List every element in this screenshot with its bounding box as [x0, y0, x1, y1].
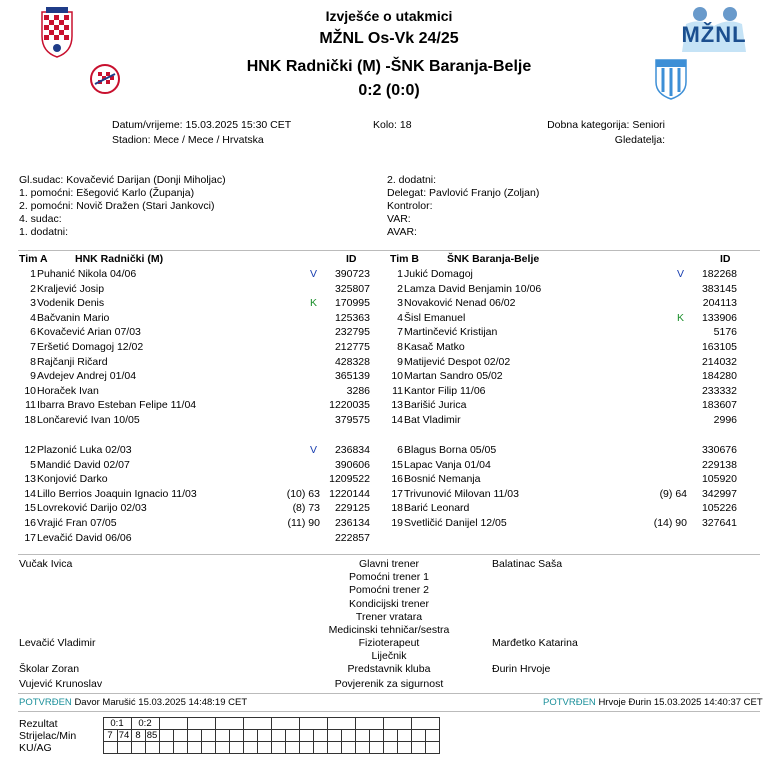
- player-name: Blagus Borna 05/05: [404, 444, 497, 456]
- result-cell: [327, 718, 355, 730]
- player-number: 3: [30, 297, 36, 310]
- radnicki-logo: [90, 64, 120, 94]
- result-grid: [19, 717, 440, 754]
- player-id: 428328: [334, 355, 370, 368]
- staff-role: Pomoćni trener 2: [349, 584, 429, 596]
- player-id: 105920: [701, 473, 737, 486]
- player-role: K: [677, 311, 685, 324]
- result-cell: [285, 742, 299, 754]
- player-id: 229138: [701, 458, 737, 471]
- result-cell: [243, 742, 257, 754]
- player-name: Matijević Despot 02/02: [404, 355, 511, 368]
- player-id: 5176: [713, 326, 737, 339]
- result-cell: 0:2: [131, 718, 159, 730]
- staff-team-b: Balatinac Saša: [492, 558, 563, 570]
- player-id: 233332: [701, 384, 737, 397]
- result-row: [19, 742, 439, 754]
- result-cell: [397, 742, 411, 754]
- player-role: V: [677, 268, 685, 280]
- player-name: Svetličić Danijel 12/05: [404, 517, 507, 529]
- result-cell: 74: [118, 730, 130, 741]
- player-name: Šisl Emanuel: [404, 311, 466, 324]
- result-cell: [411, 742, 425, 754]
- result-cell: [411, 718, 439, 730]
- result-cell: [397, 730, 411, 742]
- result-cell: 0:1: [103, 718, 131, 730]
- result-cell: [257, 730, 271, 742]
- result-cell: [355, 742, 369, 754]
- player-name: Kasač Matko: [404, 341, 465, 353]
- divider: [18, 554, 760, 555]
- player-number: 12: [24, 444, 36, 456]
- player-number: 1: [397, 268, 403, 280]
- result-row-label: Strijelac/Min: [19, 729, 77, 742]
- player-id: 390723: [334, 268, 370, 280]
- confirmed-text: Davor Marušić 15.03.2025 14:48:19 CET: [74, 697, 248, 708]
- result-cell: [313, 730, 327, 742]
- player-id: 2996: [713, 414, 737, 426]
- result-cell: [327, 730, 341, 742]
- player-number: 8: [397, 341, 403, 353]
- player-name: Lamza David Benjamin 10/06: [404, 282, 542, 295]
- staff-team-a: Vujević Krunoslav: [19, 678, 103, 690]
- player-id: 182268: [701, 268, 737, 280]
- team-a-name: HNK Radnički (M): [75, 253, 164, 265]
- player-sub-minute: (9) 64: [659, 487, 687, 500]
- player-id: 170995: [334, 297, 370, 310]
- player-number: 10: [24, 384, 36, 397]
- result-cell: [201, 730, 215, 742]
- result-cell: [383, 742, 397, 754]
- player-id: 379575: [334, 414, 370, 426]
- result-cell: [243, 730, 257, 742]
- player-id: 212775: [334, 341, 370, 353]
- result-cell: 8: [131, 730, 145, 742]
- player-number: 18: [391, 502, 403, 515]
- team-b-name: ŠNK Baranja-Belje: [447, 253, 540, 265]
- official-right: AVAR:: [387, 226, 417, 238]
- match-title: HNK Radnički (M) -ŠNK Baranja-Belje: [246, 58, 532, 75]
- player-number: 9: [397, 355, 403, 368]
- official-left: 2. pomoćni: Novič Dražen (Stari Jankovci): [19, 200, 215, 212]
- player-sub-minute: (14) 90: [653, 517, 687, 529]
- player-number: 11: [25, 399, 36, 412]
- player-id: 1209522: [329, 473, 370, 486]
- player-name: Lončarević Ivan 10/05: [37, 414, 140, 426]
- player-role: V: [310, 268, 318, 280]
- player-id: 133906: [701, 311, 737, 324]
- team-a-label: Tim A: [19, 253, 48, 265]
- divider: [18, 711, 760, 712]
- result-cell: [257, 742, 271, 754]
- player-name: Rajčanji Ričard: [37, 355, 108, 368]
- result-cell: [229, 742, 243, 754]
- player-number: 14: [391, 414, 403, 426]
- result-cell: [383, 718, 411, 730]
- player-name: Bosnić Nemanja: [404, 473, 481, 486]
- player-name: Avdejev Andrej 01/04: [37, 370, 137, 383]
- player-id: 390606: [334, 458, 370, 471]
- player-number: 1: [30, 268, 36, 280]
- player-name: Vrajić Fran 07/05: [37, 517, 117, 529]
- official-left: 1. dodatni:: [19, 226, 69, 238]
- team-a-id-header: ID: [346, 253, 357, 265]
- player-number: 7: [30, 341, 36, 353]
- confirmed-text: Hrvoje Đurin 15.03.2025 14:40:37 CET: [598, 697, 763, 708]
- player-number: 11: [392, 384, 403, 397]
- player-number: 17: [391, 487, 403, 500]
- player-number: 14: [24, 487, 36, 500]
- player-number: 9: [30, 370, 36, 383]
- player-number: 16: [24, 517, 36, 529]
- mznl-logo-text: MŽNL: [681, 22, 747, 47]
- player-number: 2: [397, 282, 403, 295]
- result-cell: [187, 730, 201, 742]
- result-cell: [145, 742, 159, 754]
- player-id: 229125: [334, 502, 370, 515]
- result-cell: [299, 742, 313, 754]
- match-datetime: Datum/vrijeme: 15.03.2025 15:30 CET: [112, 119, 292, 131]
- player-sub-minute: (10) 63: [286, 487, 320, 500]
- player-name: Barišić Jurica: [404, 399, 467, 412]
- player-id: 342997: [701, 487, 737, 500]
- result-cell: [187, 718, 215, 730]
- player-sub-minute: (11) 90: [287, 517, 320, 529]
- player-name: Konjović Darko: [37, 473, 108, 486]
- result-cell: [159, 742, 173, 754]
- mznl-logo: [672, 2, 756, 58]
- confirmed-label: POTVRĐEN: [19, 697, 72, 708]
- player-number: 13: [24, 473, 36, 486]
- player-id: 365139: [334, 370, 370, 383]
- result-cell: [187, 742, 201, 754]
- player-id: 236134: [334, 517, 370, 529]
- player-name: Horaček Ivan: [37, 384, 99, 397]
- player-name: Novaković Nenad 06/02: [404, 297, 516, 310]
- result-cell: [355, 730, 369, 742]
- result-cell: [285, 730, 299, 742]
- player-id: 125363: [334, 311, 370, 324]
- result-cell: [159, 718, 187, 730]
- spectators: Gledatelja:: [614, 134, 665, 146]
- staff-team-b: Marđetko Katarina: [492, 637, 578, 649]
- player-sub-minute: (8) 73: [292, 502, 320, 515]
- result-cell: [383, 730, 397, 742]
- player-number: 6: [30, 326, 36, 339]
- result-cell: 7: [103, 730, 117, 742]
- player-id: 105226: [701, 502, 737, 515]
- player-name: Puhanić Nikola 04/06: [37, 268, 137, 280]
- player-name: Kraljević Josip: [37, 282, 105, 295]
- player-id: 184280: [701, 370, 737, 383]
- result-cell: [215, 718, 243, 730]
- result-cell: [327, 742, 341, 754]
- player-number: 13: [391, 399, 403, 412]
- player-number: 15: [391, 458, 403, 471]
- staff-team-b: Đurin Hrvoje: [492, 663, 551, 675]
- result-row-label: KU/AG: [19, 741, 52, 754]
- staff-role: Medicinski tehničar/sestra: [328, 624, 450, 636]
- official-right: VAR:: [387, 213, 411, 225]
- staff-role: Pomoćni trener 1: [349, 571, 429, 583]
- player-name: Martinčević Kristijan: [404, 326, 498, 339]
- player-id: 222857: [334, 531, 370, 544]
- player-id: 236834: [334, 444, 370, 456]
- player-name: Trivunović Milovan 11/03: [404, 487, 519, 500]
- result-cell: [117, 742, 131, 754]
- staff-role: Glavni trener: [358, 558, 420, 570]
- official-left: Gl.sudac: Kovačević Darijan (Donji Miholjac): [19, 174, 226, 186]
- official-right: Kontrolor:: [387, 200, 433, 212]
- result-cell: [313, 742, 327, 754]
- player-id: 327641: [701, 517, 737, 529]
- result-cell: [341, 742, 355, 754]
- player-role: K: [310, 297, 318, 310]
- player-id: 232795: [334, 326, 370, 339]
- staff-team-a: Školar Zoran: [19, 663, 80, 675]
- player-name: Eršetić Domagoj 12/02: [37, 341, 144, 353]
- player-id: 330676: [701, 444, 737, 456]
- player-name: Ibarra Bravo Esteban Felipe 11/04: [37, 399, 197, 412]
- result-row: [19, 718, 439, 730]
- age-category: Dobna kategorija: Seniori: [547, 119, 665, 131]
- player-role: V: [310, 444, 318, 456]
- player-number: 17: [24, 531, 36, 544]
- baranja-belje-logo: [654, 58, 688, 100]
- official-left: 1. pomoćni: Ešegović Karlo (Županja): [19, 187, 195, 199]
- result-cell: [369, 730, 383, 742]
- divider: [18, 250, 760, 251]
- result-cell: [215, 730, 229, 742]
- team-b-label: Tim B: [390, 253, 419, 265]
- result-cell: [271, 718, 299, 730]
- player-number: 3: [397, 297, 403, 310]
- player-id: 383145: [701, 282, 737, 295]
- player-name: Plazonić Luka 02/03: [37, 444, 132, 456]
- result-row-label: Rezultat: [19, 717, 58, 730]
- team-b-id-header: ID: [720, 253, 731, 265]
- player-number: 16: [391, 473, 403, 486]
- result-cell: [173, 730, 187, 742]
- player-name: Vodenik Denis: [37, 297, 105, 310]
- result-cell: [425, 730, 439, 742]
- player-number: 6: [397, 444, 403, 456]
- player-name: Lillo Berrios Joaquin Ignacio 11/03: [37, 487, 197, 500]
- staff-role: Kondicijski trener: [349, 598, 429, 610]
- staff-role: Liječnik: [371, 650, 407, 662]
- player-id: 3286: [346, 384, 370, 397]
- result-cell: [243, 718, 271, 730]
- result-cell: [299, 718, 327, 730]
- result-cell: [215, 742, 229, 754]
- competition-name: MŽNL Os-Vk 24/25: [319, 30, 459, 47]
- confirmation-left: [19, 697, 247, 708]
- report-title: Izvješće o utakmici: [325, 8, 453, 24]
- player-id: 325807: [334, 282, 370, 295]
- player-name: Kovačević Arian 07/03: [37, 326, 141, 339]
- result-cell: [355, 718, 383, 730]
- player-name: Lovreković Darijo 02/03: [37, 502, 147, 515]
- player-name: Levačić David 06/06: [37, 531, 132, 544]
- player-number: 4: [30, 311, 36, 324]
- result-cell: [369, 742, 383, 754]
- hns-logo: [40, 6, 74, 58]
- staff-role: Predstavnik kluba: [347, 663, 431, 675]
- result-cell: [103, 742, 117, 754]
- match-stadium: Stadion: Mece / Mece / Hrvatska: [112, 134, 264, 146]
- match-round: Kolo: 18: [373, 119, 412, 131]
- result-cell: [299, 730, 313, 742]
- player-id: 163105: [701, 341, 737, 353]
- player-id: 1220144: [329, 487, 370, 500]
- staff-role: Povjerenik za sigurnost: [334, 678, 444, 690]
- result-cell: [411, 730, 425, 742]
- match-score: 0:2 (0:0): [358, 82, 420, 99]
- staff-team-a: Levačić Vladimir: [19, 637, 96, 649]
- official-left: 4. sudac:: [19, 213, 62, 225]
- staff-role: Trener vratara: [355, 611, 423, 623]
- confirmed-label: POTVRĐEN: [543, 697, 596, 708]
- divider: [18, 693, 760, 694]
- result-cell: [131, 742, 145, 754]
- player-id: 214032: [701, 355, 737, 368]
- player-name: Kantor Filip 11/06: [404, 384, 486, 397]
- player-number: 7: [397, 326, 403, 339]
- result-cell: [201, 742, 215, 754]
- official-right: Delegat: Pavlović Franjo (Zoljan): [387, 187, 540, 199]
- result-cell: 85: [146, 730, 158, 741]
- result-cell: [341, 730, 355, 742]
- player-name: Lapac Vanja 01/04: [404, 458, 491, 471]
- result-cell: [173, 742, 187, 754]
- player-number: 5: [30, 458, 36, 471]
- player-number: 8: [30, 355, 36, 368]
- staff-team-a: Vučak Ivica: [19, 558, 73, 570]
- player-id: 204113: [702, 297, 737, 310]
- official-right: 2. dodatni:: [387, 174, 437, 186]
- result-cell: [271, 730, 285, 742]
- player-number: 18: [24, 414, 36, 426]
- player-name: Barić Leonard: [404, 502, 470, 515]
- result-cell: [159, 730, 173, 742]
- player-id: 1220035: [329, 399, 370, 412]
- player-name: Mandić David 02/07: [37, 458, 130, 471]
- player-number: 2: [30, 282, 36, 295]
- player-name: Bačvanin Mario: [37, 311, 110, 324]
- result-cell: [271, 742, 285, 754]
- result-cell: [229, 730, 243, 742]
- staff-role: Fizioterapeut: [358, 637, 420, 649]
- result-row: [19, 730, 439, 742]
- player-number: 15: [24, 502, 36, 515]
- player-name: Jukić Domagoj: [404, 268, 473, 280]
- player-number: 4: [397, 311, 403, 324]
- confirmation-right: [543, 697, 763, 708]
- player-id: 183607: [701, 399, 737, 412]
- player-number: 19: [391, 517, 403, 529]
- player-name: Martan Sandro 05/02: [404, 370, 503, 383]
- result-cell: [425, 742, 439, 754]
- player-name: Bat Vladimir: [404, 414, 461, 426]
- player-number: 10: [391, 370, 403, 383]
